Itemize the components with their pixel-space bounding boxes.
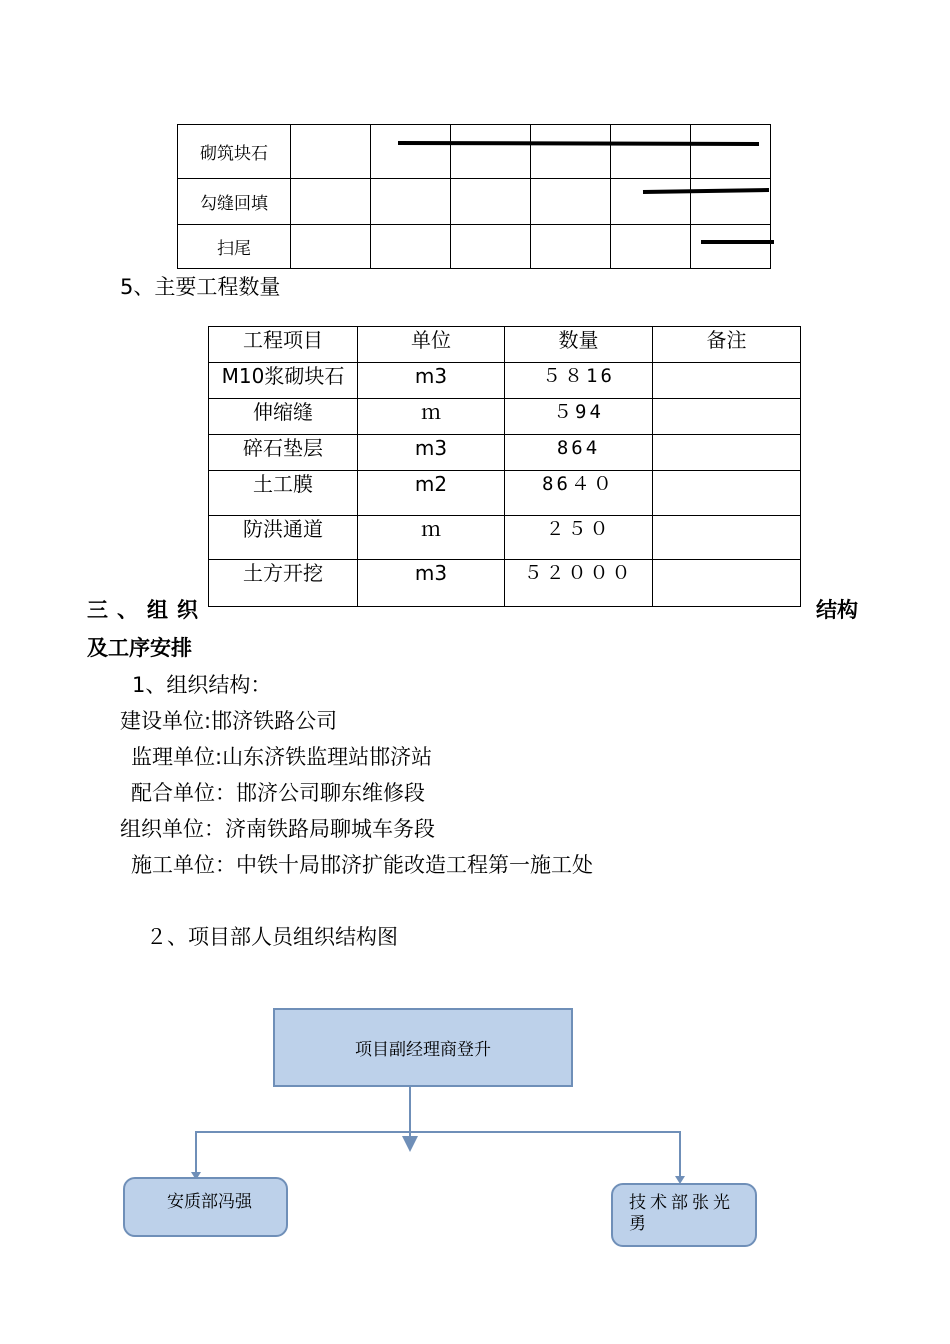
table-cell: m3: [358, 435, 505, 471]
org-line: 配合单位：邯济公司聊东维修段: [131, 781, 425, 805]
schedule-row-name: 扫尾: [178, 225, 291, 269]
table-cell: 864: [505, 435, 653, 471]
org-line: 施工单位：中铁十局邯济扩能改造工程第一施工处: [131, 853, 593, 877]
table-cell: ｍ: [358, 516, 505, 560]
table-cell: ５８16: [505, 363, 653, 399]
org-line: 监理单位:山东济铁监理站邯济站: [131, 745, 433, 769]
table-cell: m3: [358, 560, 505, 607]
table-cell: M10浆砌块石: [209, 363, 358, 399]
table-cell: 防洪通道: [209, 516, 358, 560]
table-cell: 86４０: [505, 471, 653, 516]
table-cell: m3: [358, 363, 505, 399]
org-box-right: [611, 1183, 757, 1247]
org-line: 组织单位：济南铁路局聊城车务段: [120, 817, 435, 841]
table-cell: 土方开挖: [209, 560, 358, 607]
section3-heading-right: 结构: [816, 598, 858, 622]
table-cell: ５94: [505, 399, 653, 435]
table-cell: 土工膜: [209, 471, 358, 516]
table-header: 单位: [358, 327, 505, 363]
table-cell: ５２０００: [505, 560, 653, 607]
section3-heading-cont: 及工序安排: [87, 636, 192, 660]
org-box-top-label: 项目副经理商登升: [355, 1040, 491, 1060]
table-cell: 伸缩缝: [209, 399, 358, 435]
section5-title: 5、主要工程数量: [120, 275, 281, 299]
org-box-left: [123, 1177, 288, 1237]
schedule-row-name: 砌筑块石: [178, 125, 291, 179]
org-line: 建设单位:邯济铁路公司: [120, 709, 338, 733]
table-cell: ｍ: [358, 399, 505, 435]
table-cell: ２５０: [505, 516, 653, 560]
org-box-top: [273, 1008, 573, 1087]
table-header: 备注: [653, 327, 801, 363]
org-box-left-label: 安质部冯强: [167, 1192, 252, 1212]
schedule-row-name: 勾缝回填: [178, 179, 291, 225]
table-cell: 碎石垫层: [209, 435, 358, 471]
table-cell: m2: [358, 471, 505, 516]
org-box-right-label: 技术部张光勇: [629, 1193, 734, 1234]
table-header: 工程项目: [209, 327, 358, 363]
org-line: 1、组织结构：: [132, 673, 272, 697]
table-header: 数量: [505, 327, 653, 363]
org-chart-title: ２、项目部人员组织结构图: [146, 925, 398, 949]
section3-heading-left: 三、组织: [87, 598, 207, 622]
